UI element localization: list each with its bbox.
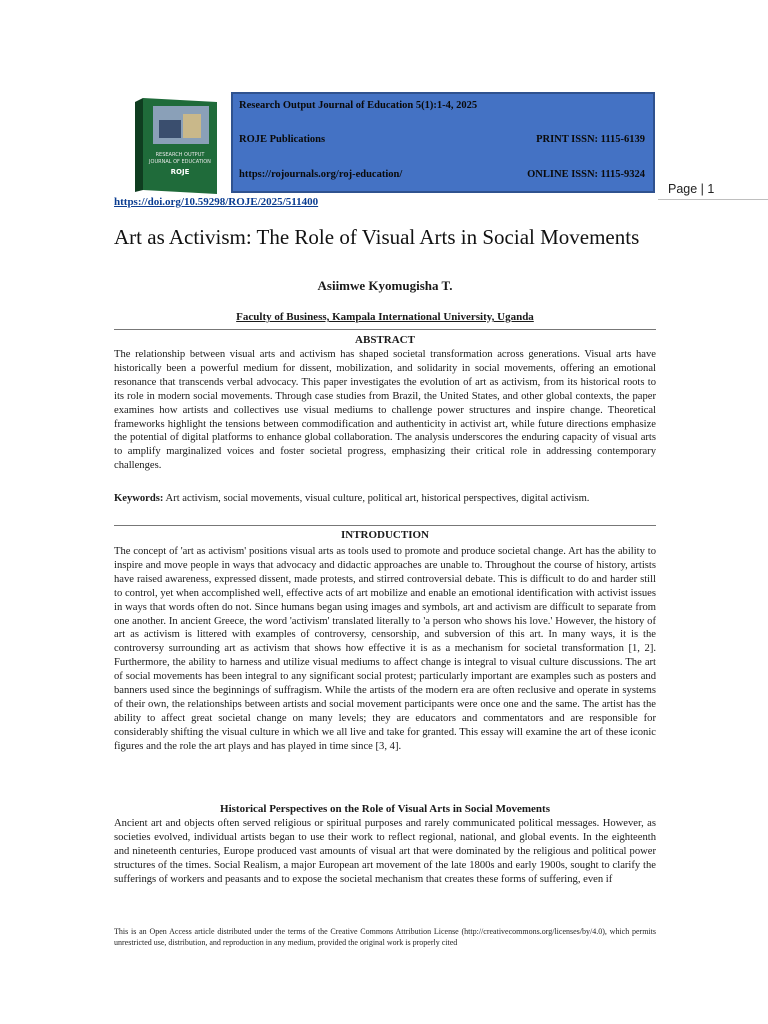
historical-text: Ancient art and objects often served religious or spiritual purposes and rarely communicated political messages. However, as societies evolved, individual artists began to use their work to reflect regional, national, and global events. In the eighteenth and nineteenth centuries, Europe produced vast amounts of visual art that were dominated by the religious and political power structures of the times. Social Realism, a major European art movement of the late 1800s and early 1900s, sought to clarify the sufferings of workers and peasants and to expose the societal mechanism that creates these forms of suffering, even if [114, 818, 656, 885]
page-number: Page | 1 [658, 180, 768, 200]
svg-text:RESEARCH OUTPUT: RESEARCH OUTPUT [155, 152, 205, 158]
journal-url[interactable]: https://rojournals.org/roj-education/ [239, 169, 403, 180]
doi-link[interactable]: https://doi.org/10.59298/ROJE/2025/511400 [114, 196, 319, 208]
author-name: Asiimwe Kyomugisha T. [317, 278, 453, 293]
journal-citation: Research Output Journal of Education 5(1):1-4, 2025 [239, 100, 478, 111]
keywords-text: Art activism, social movements, visual culture, political art, historical perspectives, digital activism. [165, 493, 590, 504]
svg-text:ROJE: ROJE [170, 168, 190, 176]
online-issn: ONLINE ISSN: 1115-9324 [527, 169, 645, 180]
url-row [239, 169, 645, 180]
journal-cover-image [113, 94, 231, 198]
keywords [114, 492, 656, 506]
section-heading-historical: Historical Perspectives on the Role of Visual Arts in Social Movements [220, 803, 550, 815]
keywords-label: Keywords: [114, 493, 164, 504]
publisher-row [239, 134, 645, 145]
publisher-name: ROJE Publications [239, 134, 326, 145]
introduction-heading: INTRODUCTION [340, 529, 429, 541]
journal-header-banner [231, 92, 655, 193]
introduction-text: The concept of 'art as activism' positions visual arts as tools used to promote and produce societal change. Art has the ability to inspire and move people in ways that advocacy and didactic approaches are unable to. Throughout the course of history, artists have raised awareness, expressed dissent, made protests, and stirred controversial debate. This is difficult to do and harder still to control, yet when accomplished well, effective acts of art mobilize and enable an emotional identification with activist issues in ways that words often do not. Since humans began using images and symbols, art and activism are difficult to separate from one another. In ancient Greece, the word 'activism' translated literally to 'a person who shows his love.' However, the history of art as activism is littered with examples of controversy, censorship, and subversion of this art. In many ways, it is the controversy surrounding art as activism that shows how effective it is as a mechanism for societal transformation [1, 2]. Furthermore, the ability to harness and utilize visual mediums to affect change is integral to visual culture discussions. The art of social movements has been integral to any significant social protest; particularly important are examples such as posters and banners used since the beginnings of suffragism. While the artists of the modern era are often reclusive and operate in systems of their own, the relationships between artists and social movement participants were once one and the same. The artist has the ability to affect great societal change on many levels; they are educators and commentators and are responsible for considerably shifting the visual culture in which we all live and take for granted. This essay will examine the art of these iconic figures and the role the art plays and has played in time since [3, 4]. [114, 546, 656, 752]
affiliation: Faculty of Business, Kampala International University, Uganda [236, 311, 534, 323]
paper-title: Art as Activism: The Role of Visual Arts in Social Movements [114, 225, 640, 249]
divider [114, 525, 656, 526]
license-footer: This is an Open Access article distributed under the terms of the Creative Commons Attribution License (http://creativecommons.org/licenses/by/4.0), which permits unrestricted use, distribution, and reproduction in any medium, provided the original work is properly cited [114, 927, 656, 947]
print-issn: PRINT ISSN: 1115-6139 [536, 134, 645, 145]
abstract-text: The relationship between visual arts and activism has shaped societal transformation across generations. Visual arts have historically been a powerful medium for dissent, mobilization, and solidarity in social movements, offering an emotional resonance that transcends verbal advocacy. This paper investigates the evolution of art as activism, from its historical roots to its role in modern social movements. Through case studies from Brazil, the United States, and other global contexts, the paper examines how artists and collectives use visual mediums to challenge power structures and inspire change. Theoretical frameworks highlight the tensions between commodification and authenticity in activist art, while future directions emphasize the potential of digital platforms to enhance global collaboration. The analysis underscores the enduring capacity of visual arts to amplify marginalized voices and foster societal progress, emphasizing their critical role in addressing contemporary challenges. [114, 349, 656, 472]
divider [114, 329, 656, 330]
abstract-heading: ABSTRACT [355, 334, 415, 346]
svg-text:JOURNAL OF EDUCATION: JOURNAL OF EDUCATION [149, 159, 211, 165]
